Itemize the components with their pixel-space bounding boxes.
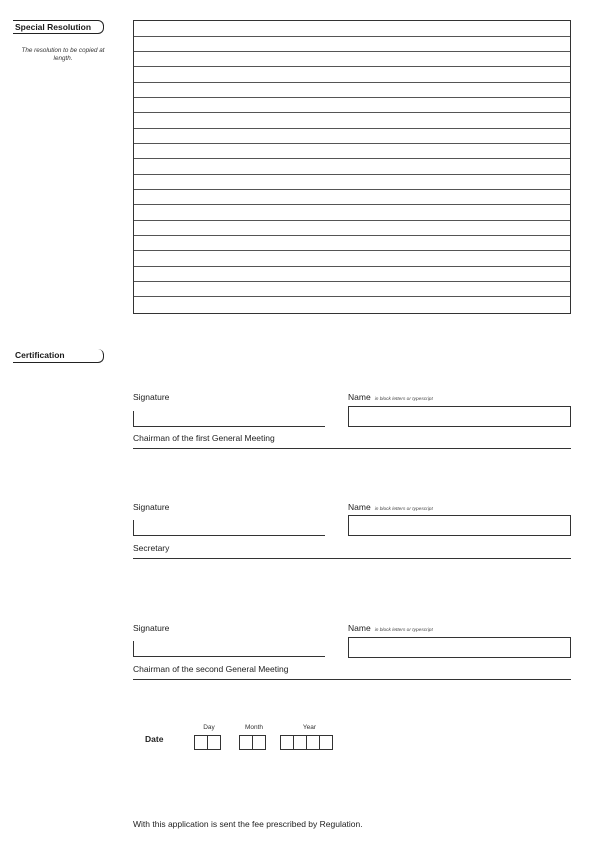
resolution-line [134, 36, 570, 37]
day-digit-box[interactable] [207, 735, 221, 750]
resolution-line [134, 204, 570, 205]
name-hint: in block letters or typescript [374, 397, 433, 402]
month-input[interactable] [239, 735, 265, 750]
resolution-line [134, 112, 570, 113]
signature-label: Signature [133, 623, 170, 633]
resolution-line [134, 235, 570, 236]
name-hint: in block letters or typescript [374, 628, 433, 633]
divider [133, 679, 571, 680]
resolution-line [134, 250, 570, 251]
year-digit-box[interactable] [280, 735, 294, 750]
divider [133, 448, 571, 449]
signature-field[interactable] [133, 411, 325, 427]
special-resolution-tab: Special Resolution [13, 20, 104, 34]
name-field[interactable] [348, 515, 571, 536]
day-digit-box[interactable] [194, 735, 208, 750]
divider [133, 558, 571, 559]
year-digit-box[interactable] [306, 735, 320, 750]
signature-field[interactable] [133, 641, 325, 657]
fee-statement: With this application is sent the fee prescribed by Regulation. [133, 819, 363, 829]
year-label: Year [302, 724, 317, 731]
date-label: Date [145, 734, 164, 744]
day-input[interactable] [194, 735, 220, 750]
name-hint: in block letters or typescript [374, 507, 433, 512]
resolution-text-area[interactable] [133, 20, 571, 314]
resolution-line [134, 281, 570, 282]
resolution-line [134, 174, 570, 175]
role-label: Secretary [133, 543, 170, 553]
signature-label: Signature [133, 392, 170, 402]
resolution-line [134, 296, 570, 297]
name-label-text: Name [348, 392, 371, 402]
name-label [348, 502, 433, 512]
day-label: Day [203, 724, 215, 731]
month-label: Month [244, 724, 264, 731]
resolution-line [134, 143, 570, 144]
year-input[interactable] [280, 735, 332, 750]
signature-field[interactable] [133, 520, 325, 536]
name-label [348, 392, 433, 402]
name-label [348, 623, 433, 633]
signature-label: Signature [133, 502, 170, 512]
name-field[interactable] [348, 637, 571, 658]
resolution-line [134, 158, 570, 159]
resolution-line [134, 189, 570, 190]
resolution-line [134, 220, 570, 221]
year-digit-box[interactable] [319, 735, 333, 750]
resolution-line [134, 51, 570, 52]
resolution-note: The resolution to be copied at length. [21, 47, 105, 62]
resolution-line [134, 82, 570, 83]
month-digit-box[interactable] [239, 735, 253, 750]
name-label-text: Name [348, 623, 371, 633]
name-label-text: Name [348, 502, 371, 512]
resolution-line [134, 128, 570, 129]
certification-tab: Certification [13, 349, 104, 363]
resolution-line [134, 66, 570, 67]
year-digit-box[interactable] [293, 735, 307, 750]
name-field[interactable] [348, 406, 571, 427]
role-label: Chairman of the second General Meeting [133, 664, 289, 674]
resolution-line [134, 266, 570, 267]
month-digit-box[interactable] [252, 735, 266, 750]
role-label: Chairman of the first General Meeting [133, 433, 275, 443]
resolution-line [134, 97, 570, 98]
